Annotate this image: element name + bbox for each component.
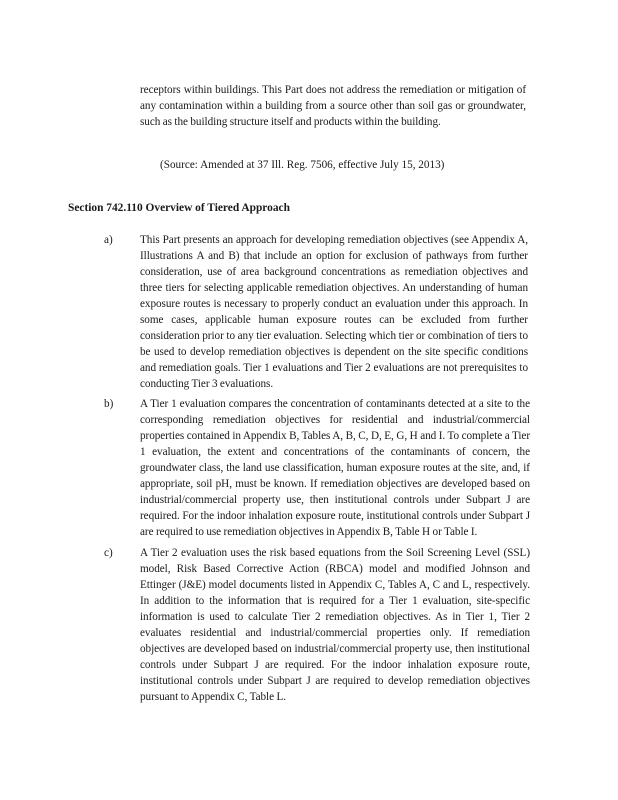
item-a-label: a)	[104, 234, 113, 246]
intro-paragraph: receptors within buildings. This Part does not address the remediation or mitigation of any contamination within a building from a source other than soil gas or groundwater, such as the building structure itself and products within the building.	[140, 84, 526, 128]
source-note: (Source: Amended at 37 Ill. Reg. 7506, effective July 15, 2013)	[160, 159, 445, 171]
item-b-paragraph: A Tier 1 evaluation compares the concentration of contaminants detected at a site to the corresponding remediation objectives for residential and industrial/commercial properties contained in Appendix B, Tables A, B, C, D, E, G, H and I. To complete a Tier 1 evaluation, the extent and concentrations of the contaminants of concern, the groundwater class, the land use classification, human exposure routes at the site, and, if appropriate, soil pH, must be known. If remediation objectives are developed based on industrial/commercial property use, then institutional controls under Subpart J are required. For the indoor inhalation exposure route, institutional controls under Subpart J are required to use remediation objectives in Appendix B, Table H or Table I.	[140, 398, 530, 538]
item-a-paragraph: This Part presents an approach for developing remediation objectives (see Appendix A, Illustrations A and B) that include an option for exclusion of pathways from further consideration, use of area background concentrations as remediation objectives and three tiers for selecting applicable remediation objectives. An understanding of human exposure routes is necessary to properly conduct an evaluation under this approach. In some cases, applicable human exposure routes can be excluded from further consideration prior to any tier evaluation. Selecting which tier or combination of tiers to be used to develop remediation objectives is dependent on the site specific conditions and remediation goals. Tier 1 evaluations and Tier 2 evaluations are not prerequisites to conducting Tier 3 evaluations.	[140, 234, 528, 390]
item-c-label: c)	[104, 547, 113, 559]
item-c-paragraph: A Tier 2 evaluation uses the risk based equations from the Soil Screening Level (SSL) model, Risk Based Corrective Action (RBCA) model and modified Johnson and Ettinger (J&E) model documents listed in Appendix C, Tables A, C and L, respectively. In addition to the information that is required for a Tier 1 evaluation, site-specific information is used to calculate Tier 2 remediation objectives. As in Tier 1, Tier 2 evaluates residential and industrial/commercial properties only. If remediation objectives are developed based on industrial/commercial property use, then institutional controls under Subpart J are required. For the indoor inhalation exposure route, institutional controls under Subpart J are required to develop remediation objectives pursuant to Appendix C, Table L.	[140, 547, 530, 703]
item-b-label: b)	[104, 398, 114, 410]
section-heading: Section 742.110 Overview of Tiered Approach	[68, 202, 290, 214]
